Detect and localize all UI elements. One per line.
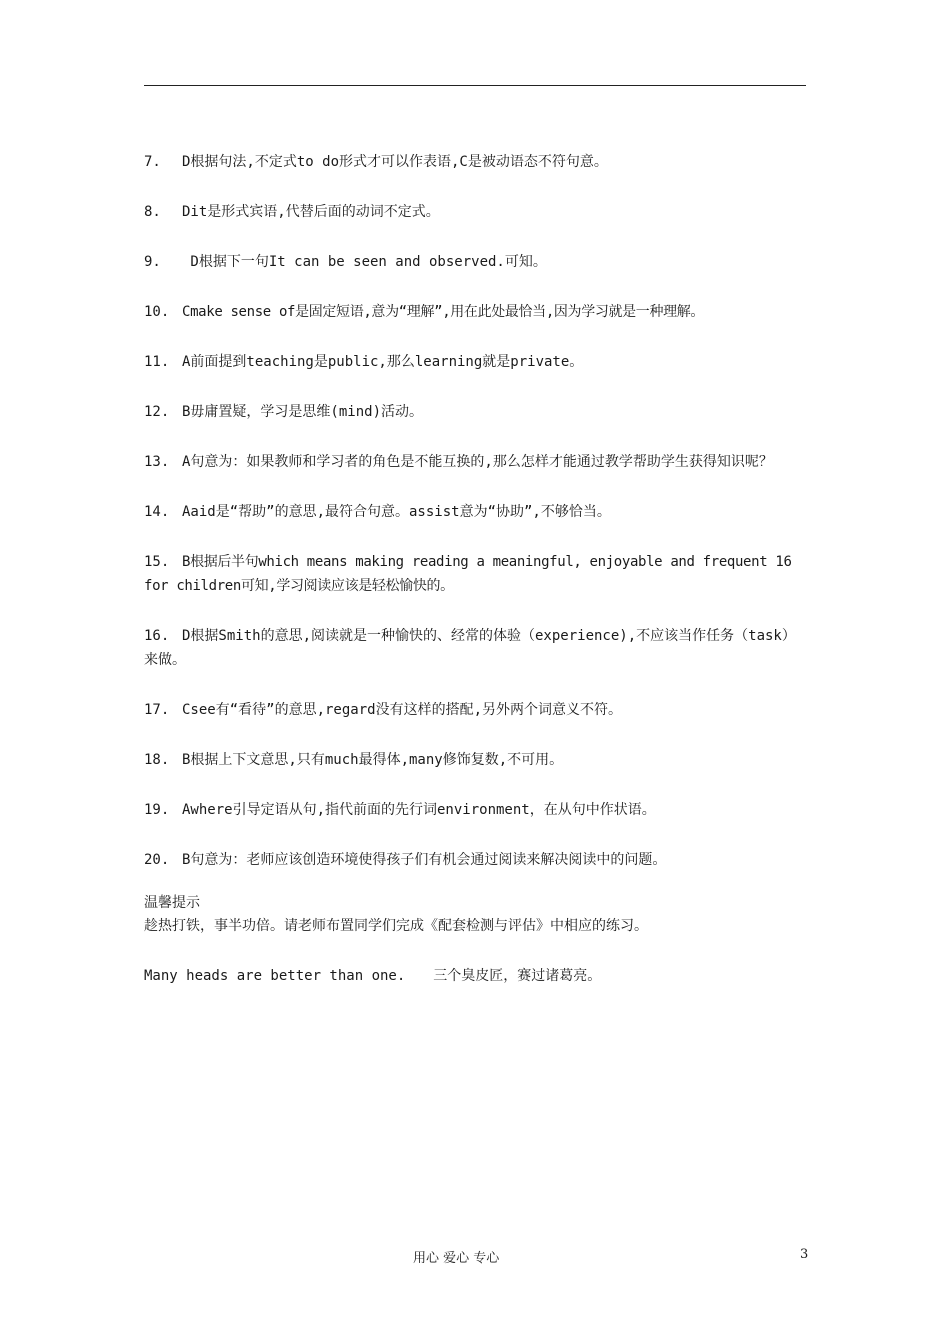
item-number: 11. (144, 354, 170, 370)
item-number: 17. (144, 702, 170, 718)
item-number: 18. (144, 752, 170, 768)
answer-item-17 (144, 698, 808, 722)
item-number: 8. (144, 204, 161, 220)
tip-text: 趁热打铁，事半功倍。请老师布置同学们完成《配套检测与评估》中相应的练习。 (144, 918, 648, 934)
item-text: Awhere引导定语从句,指代前面的先行词environment，在从句中作状语。 (182, 802, 656, 818)
answer-item-20 (144, 848, 808, 872)
answer-item-13 (144, 450, 808, 474)
page-number: 3 (800, 1247, 809, 1262)
answer-item-7 (144, 150, 808, 174)
item-number: 9. (144, 254, 161, 270)
item-text: B根据上下文意思,只有much最得体,many修饰复数,不可用。 (182, 752, 564, 768)
answer-item-9 (144, 250, 808, 274)
item-text: Dit是形式宾语,代替后面的动词不定式。 (182, 204, 440, 220)
item-text: Cmake sense of是固定短语,意为“理解”,用在此处最恰当,因为学习就是一种理解。 (182, 304, 705, 320)
answer-item-11 (144, 350, 808, 374)
item-text: Csee有“看待”的意思,regard没有这样的搭配,另外两个词意义不符。 (182, 702, 623, 718)
answer-item-8 (144, 200, 808, 224)
footer-slogan: 用心 爱心 专心 (413, 1251, 500, 1266)
item-number: 13. (144, 454, 170, 470)
answer-item-12 (144, 400, 808, 424)
answer-item-14 (144, 500, 808, 524)
item-number: 10. (144, 304, 170, 320)
item-text: A前面提到teaching是public,那么learning就是private。 (182, 354, 584, 370)
proverb (144, 964, 808, 988)
item-text: D根据Smith的意思,阅读就是一种愉快的、经常的体验（experience),不应该当作任务（task）来做。 (144, 628, 796, 668)
answer-item-15 (144, 550, 808, 598)
answer-item-19 (144, 798, 808, 822)
item-number: 16. (144, 628, 170, 644)
item-text: A句意为：如果教师和学习者的角色是不能互换的,那么怎样才能通过教学帮助学生获得知识呢？ (182, 454, 773, 470)
tip-title: 温馨提示 (144, 895, 200, 911)
item-number: 20. (144, 852, 170, 868)
item-number: 14. (144, 504, 170, 520)
item-text: B句意为：老师应该创造环境使得孩子们有机会通过阅读来解决阅读中的问题。 (182, 852, 667, 868)
proverb-english: Many heads are better than one. (144, 968, 406, 984)
item-text: D根据句法,不定式to do形式才可以作表语,C是被动语态不符句意。 (182, 154, 608, 170)
answer-item-18 (144, 748, 808, 772)
item-text: B毋庸置疑，学习是思维(mind)活动。 (182, 404, 424, 420)
item-text: B根据后半句which means making reading a meaningful, enjoyable and frequent 16 for children可知,学习阅读应该是轻松愉快的。 (144, 554, 792, 594)
item-number: 19. (144, 802, 170, 818)
proverb-chinese: 三个臭皮匠，赛过诸葛亮。 (433, 968, 602, 984)
item-text: D根据下一句It can be seen and observed.可知。 (182, 254, 547, 270)
answer-item-10 (144, 300, 808, 324)
answer-item-16 (144, 624, 808, 672)
item-number: 12. (144, 404, 170, 420)
header-rule (144, 85, 806, 86)
item-number: 7. (144, 154, 161, 170)
item-text: Aaid是“帮助”的意思,最符合句意。assist意为“协助”,不够恰当。 (182, 504, 611, 520)
item-number: 15. (144, 554, 170, 570)
answer-explanations (144, 150, 808, 988)
